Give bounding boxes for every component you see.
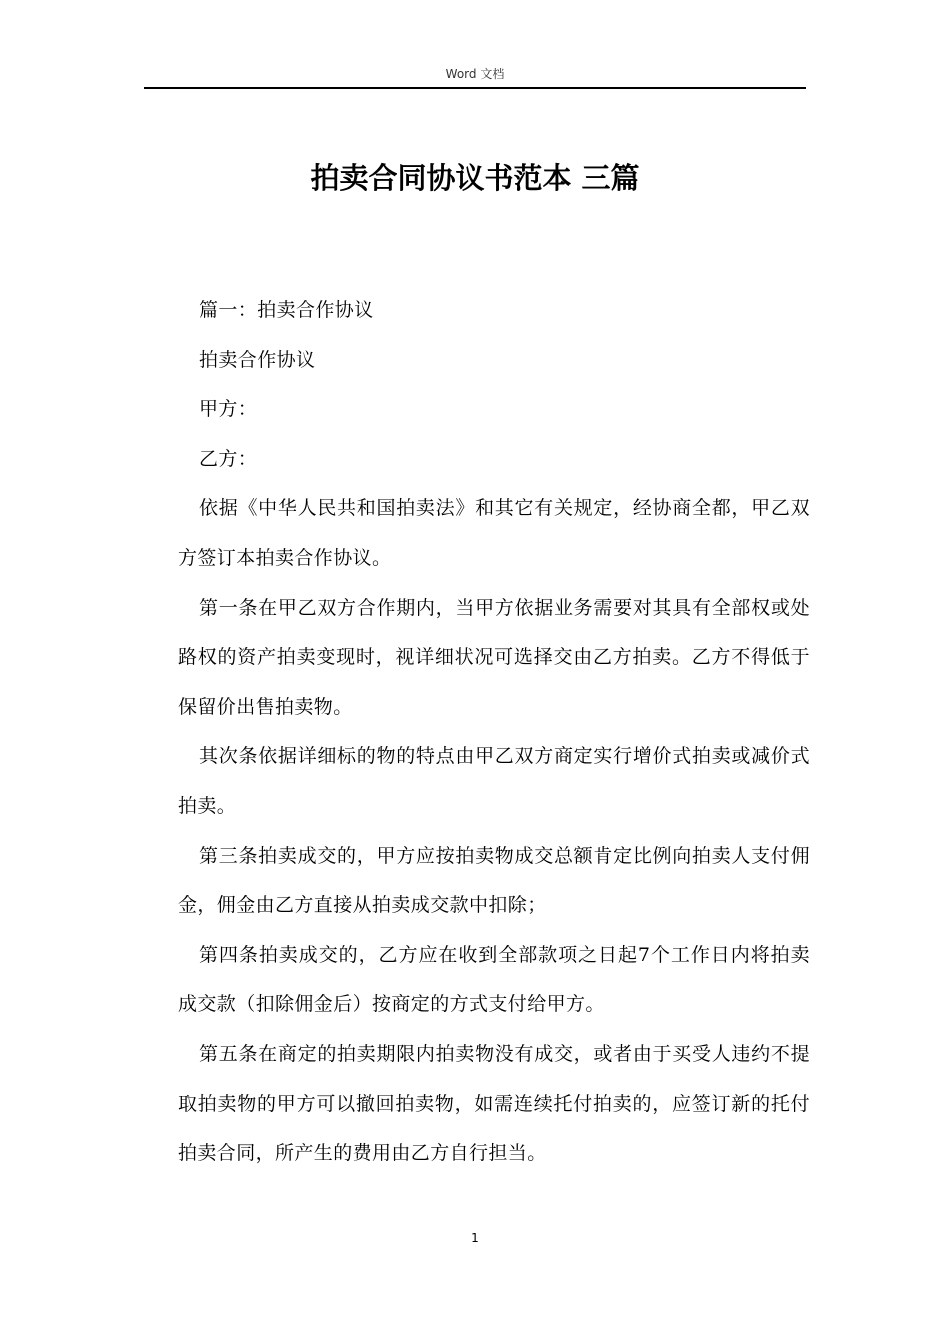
article-3: 第三条拍卖成交的，甲方应按拍卖物成交总额肯定比例向拍卖人支付佣金，佣金由乙方直接从拍卖成交款中扣除； <box>178 844 810 917</box>
preamble-paragraph: 依据《中华人民共和国拍卖法》和其它有关规定，经协商全都，甲乙双方签订本拍卖合作协议。 <box>178 497 810 569</box>
header-divider <box>144 87 806 89</box>
article-2: 其次条依据详细标的物的特点由甲乙双方商定实行增价式拍卖或减价式拍卖。 <box>178 745 810 817</box>
section-heading: 篇一：拍卖合作协议 <box>199 299 374 321</box>
article-1: 第一条在甲乙双方合作期内，当甲方依据业务需要对其具有全部权或处路权的资产拍卖变现时，视详细状况可选择交由乙方拍卖。乙方不得低于保留价出售拍卖物。 <box>178 596 810 718</box>
article-4: 第四条拍卖成交的，乙方应在收到全部款项之日起7个工作日内将拍卖成交款（扣除佣金后）按商定的方式支付给甲方。 <box>178 943 810 1016</box>
article-5: 第五条在商定的拍卖期限内拍卖物没有成交，或者由于买受人违约不提取拍卖物的甲方可以撤回拍卖物，如需连续托付拍卖的，应签订新的托付拍卖合同，所产生的费用由乙方自行担当。 <box>178 1042 810 1165</box>
party-b-line: 乙方： <box>199 447 258 470</box>
party-a-line: 甲方： <box>199 398 258 421</box>
page-header: Word 文档 <box>445 67 505 81</box>
document-title: 拍卖合同协议书范本 三篇 <box>310 161 640 195</box>
document-body <box>178 286 810 1179</box>
agreement-title: 拍卖合作协议 <box>199 348 316 371</box>
page-number: 1 <box>471 1231 479 1245</box>
